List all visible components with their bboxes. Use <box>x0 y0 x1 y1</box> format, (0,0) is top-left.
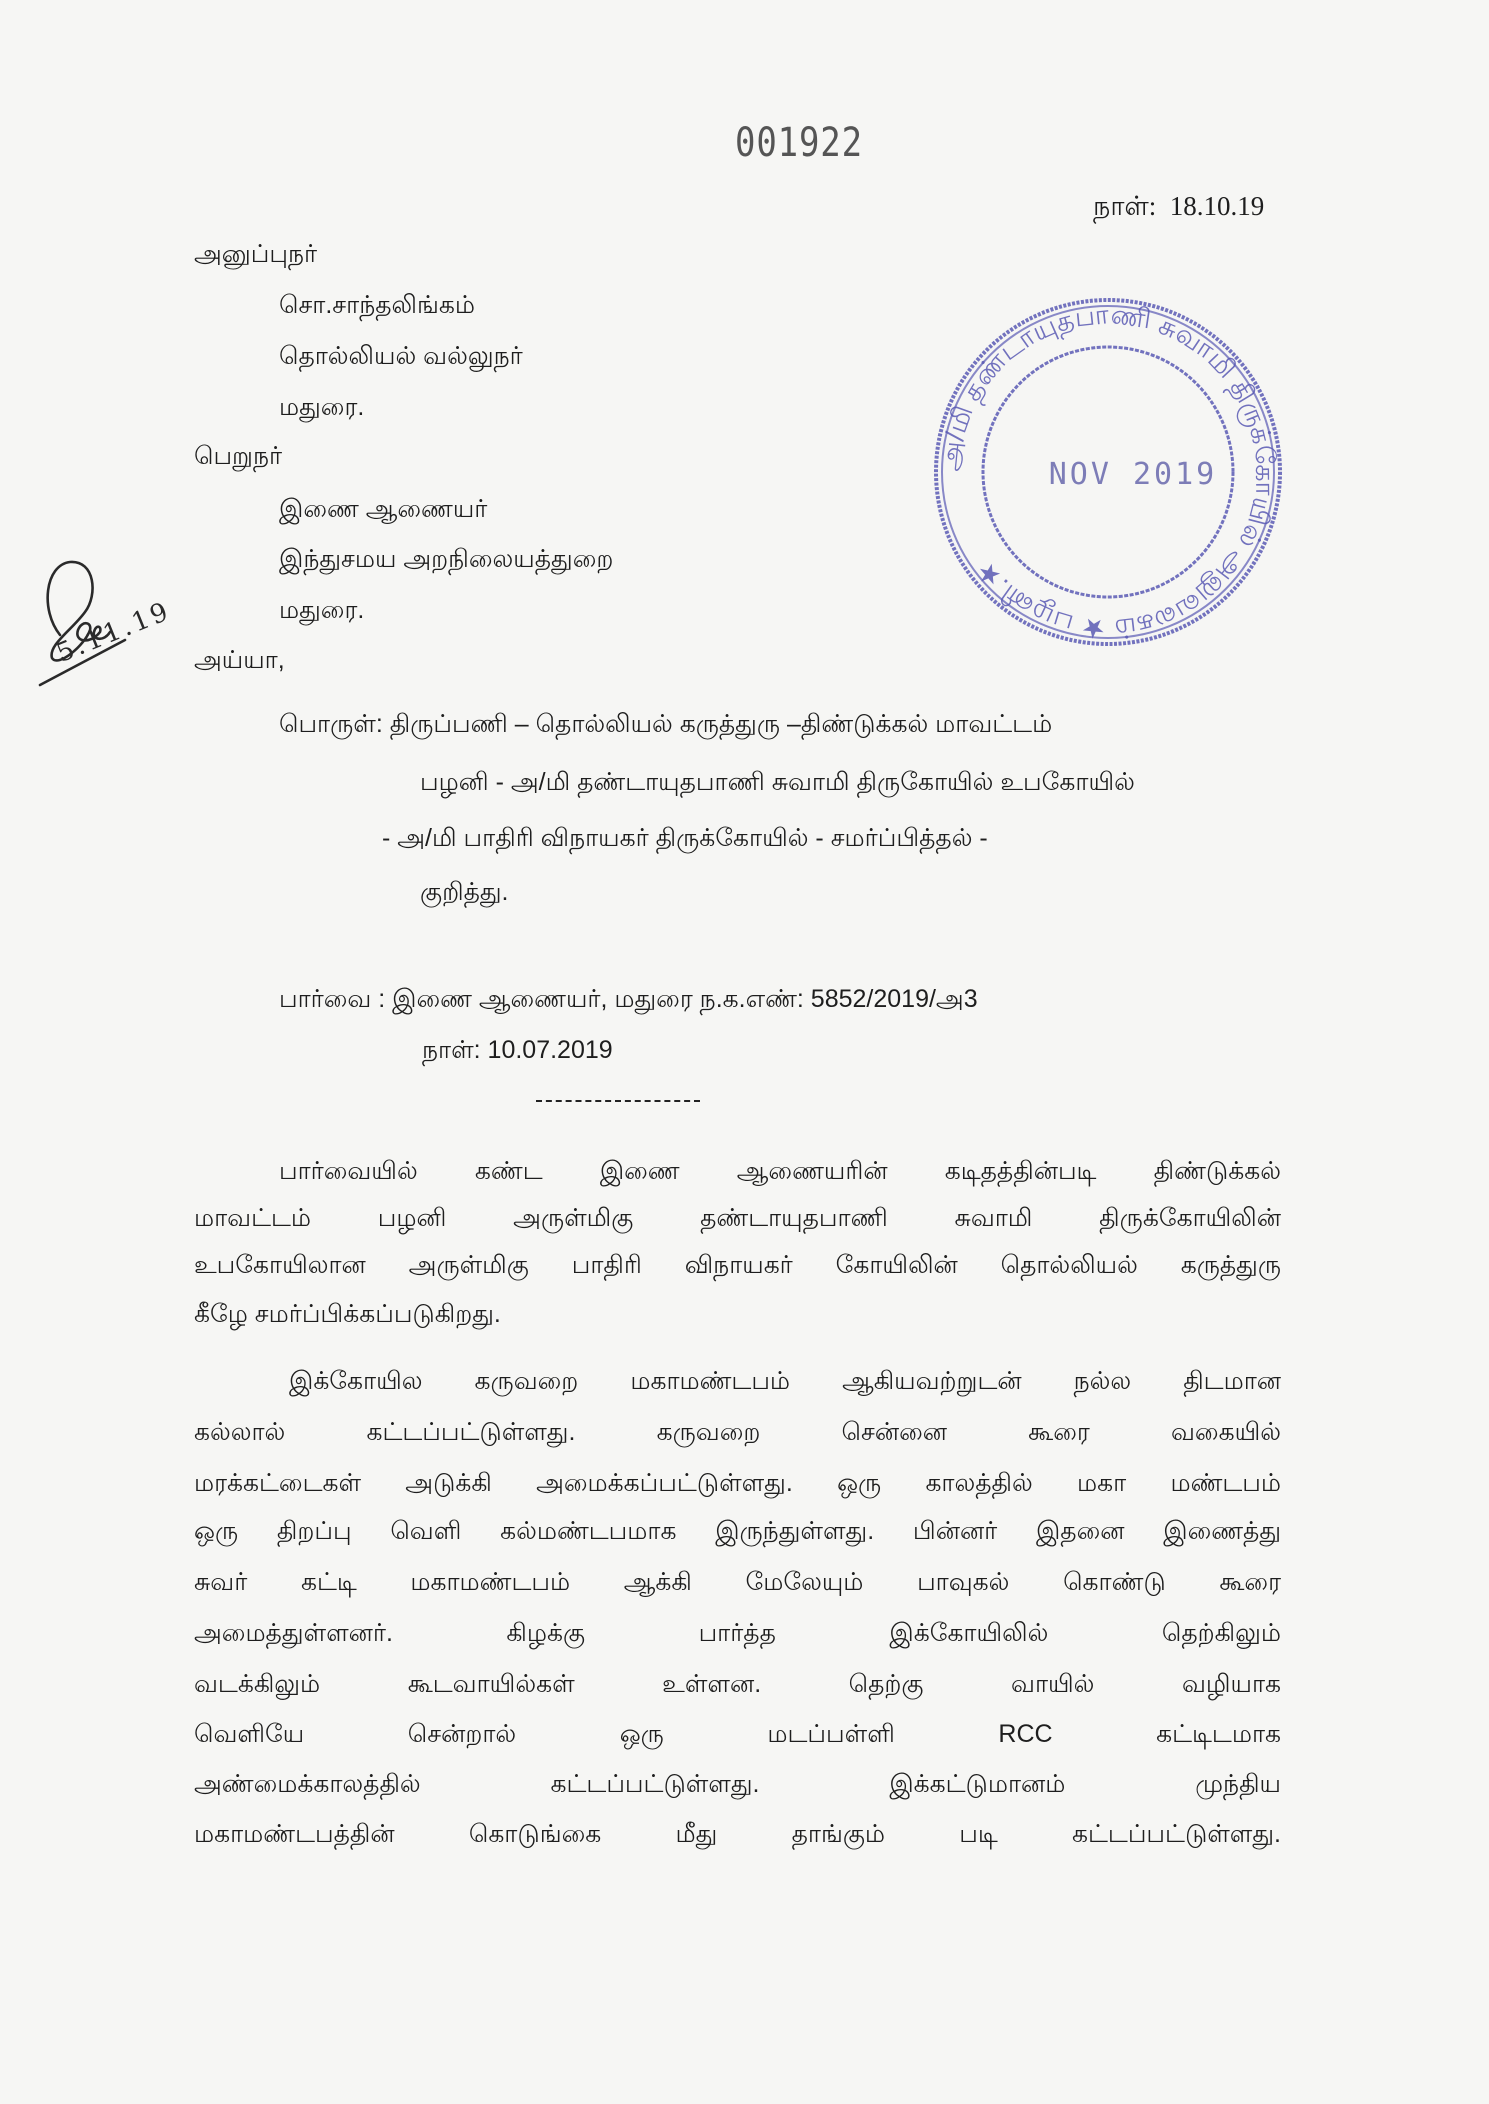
subject-line-4: குறித்து. <box>420 878 509 906</box>
paragraph-2-line: ஒரு திறப்பு வெளி கல்மண்டபமாக இருந்துள்ளது. பின்னர் இதனை இணைத்து <box>194 1517 1281 1545</box>
reference-line <box>279 983 978 1015</box>
paragraph-2-line: இக்கோயில கருவறை மகாமண்டபம் ஆகியவற்றுடன் நல்ல திடமான <box>289 1367 1281 1395</box>
recipient-place: மதுரை. <box>279 596 365 624</box>
divider <box>536 1100 700 1102</box>
reference-label: பார்வை : <box>279 985 386 1013</box>
paragraph-2-line: அமைத்துள்ளனர். கிழக்கு பார்த்த இக்கோயிலில் தெற்கிலும் <box>194 1619 1281 1647</box>
subject-line-3: - அ/மி பாதிரி விநாயகர் திருக்கோயில் - சமர்ப்பித்தல் - <box>382 824 988 852</box>
signature-date: 5.11.19 <box>52 596 176 669</box>
reference-date: நாள்: 10.07.2019 <box>422 1036 613 1064</box>
paragraph-1-line: பார்வையில் கண்ட இணை ஆணையரின் கடிதத்தின்படி திண்டுக்கல் <box>279 1157 1281 1185</box>
paragraph-2-line: வெளியே சென்றால் ஒரு மடப்பள்ளி RCC கட்டிடமாக <box>194 1720 1281 1748</box>
paragraph-1-line: கீழே சமர்ப்பிக்கப்படுகிறது. <box>194 1300 501 1328</box>
paragraph-2-line: அண்மைக்காலத்தில் கட்டப்பட்டுள்ளது. இக்கட்டுமானம் முந்திய <box>194 1770 1281 1798</box>
paragraph-1-line: மாவட்டம் பழனி அருள்மிகு தண்டாயுதபாணி சுவாமி திருக்கோயிலின் <box>194 1204 1281 1232</box>
reference-text: இணை ஆணையர், மதுரை ந.க.எண்: 5852/2019/அ3 <box>392 985 978 1013</box>
recipient-department: இந்துசமய அறநிலையத்துறை <box>279 545 614 573</box>
paragraph-1-line: உபகோயிலான அருள்மிகு பாதிரி விநாயகர் கோயிலின் தொல்லியல் கருத்துரு <box>194 1251 1281 1279</box>
recipient-title: இணை ஆணையர் <box>279 495 488 523</box>
paragraph-2-line: சுவர் கட்டி மகாமண்டபம் ஆக்கி மேலேயும் பாவுகல் கொண்டு கூரை <box>194 1568 1281 1596</box>
sender-designation: தொல்லியல் வல்லுநர் <box>279 342 523 370</box>
date-label: நாள்: <box>1093 191 1157 221</box>
paragraph-2-line: மரக்கட்டைகள் அடுக்கி அமைக்கப்பட்டுள்ளது. ஒரு காலத்தில் மகா மண்டபம் <box>194 1469 1281 1497</box>
subject-text: திருப்பணி – தொல்லியல் கருத்துரு –திண்டுக்கல் மாவட்டம் <box>389 710 1053 738</box>
letter-date <box>1093 190 1264 222</box>
date-value: 18.10.19 <box>1169 191 1265 221</box>
paragraph-2-line: மகாமண்டபத்தின் கொடுங்கை மீது தாங்கும் படி கட்டப்பட்டுள்ளது. <box>194 1820 1281 1848</box>
salutation: அய்யா, <box>194 646 285 674</box>
subject-line-2: பழனி - அ/மி தண்டாயுதபாணி சுவாமி திருகோயில் உபகோயில் <box>420 768 1135 796</box>
sender-heading: அனுப்புநர் <box>194 240 318 268</box>
paragraph-2-line: வடக்கிலும் கூடவாயில்கள் உள்ளன. தெற்கு வாயில் வழியாக <box>194 1670 1281 1698</box>
recipient-heading: பெறுநர் <box>194 442 283 470</box>
document-number: 001922 <box>735 120 863 166</box>
sender-place: மதுரை. <box>279 393 365 421</box>
sender-name: சொ.சாந்தலிங்கம் <box>279 291 476 319</box>
temple-seal-stamp <box>928 292 1288 652</box>
stamp-ring-text: அ/மி தண்டாயுதபாணி சுவாமி திருக்கோயில் அலுவலகம் ★ பழனி.★ <box>935 298 1281 645</box>
subject-line-1 <box>279 708 1052 740</box>
subject-label: பொருள்: <box>279 710 383 738</box>
stamp-date: NOV 2019 <box>1048 457 1218 492</box>
paragraph-2-line: கல்லால் கட்டப்பட்டுள்ளது. கருவறை சென்னை கூரை வகையில் <box>194 1418 1281 1446</box>
